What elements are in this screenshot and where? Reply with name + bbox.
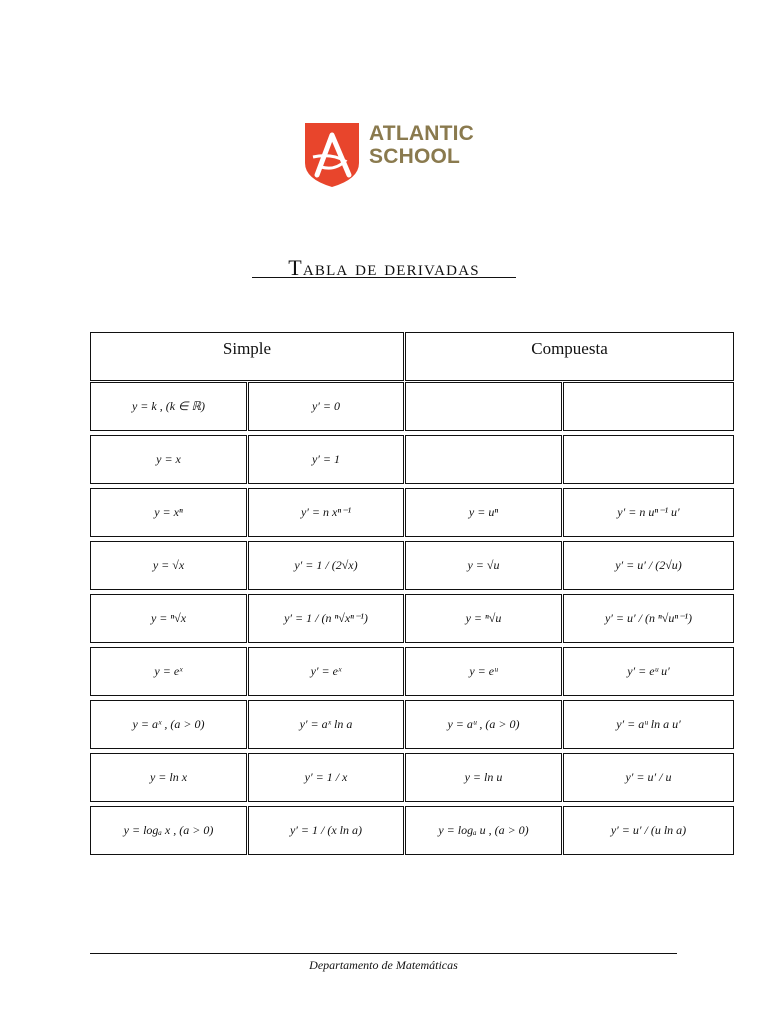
cell-simple-function: y = xⁿ bbox=[90, 488, 247, 537]
cell-simple-function: y = x bbox=[90, 435, 247, 484]
cell-compound-function: y = aᵘ , (a > 0) bbox=[405, 700, 562, 749]
school-logo bbox=[305, 122, 475, 188]
header-simple: Simple bbox=[90, 332, 404, 381]
cell-compound-derivative: y′ = n uⁿ⁻¹ u′ bbox=[563, 488, 734, 537]
table-row bbox=[90, 700, 734, 749]
shield-logo-icon bbox=[305, 123, 359, 187]
title-underline bbox=[252, 277, 516, 278]
table-row bbox=[90, 382, 734, 431]
cell-compound-function bbox=[405, 382, 562, 431]
cell-simple-function: y = ln x bbox=[90, 753, 247, 802]
cell-compound-derivative: y′ = aᵘ ln a u′ bbox=[563, 700, 734, 749]
cell-compound-function: y = logₐ u , (a > 0) bbox=[405, 806, 562, 855]
logo-line-1: ATLANTIC bbox=[369, 122, 475, 145]
cell-compound-derivative bbox=[563, 435, 734, 484]
page-title: Tabla de derivadas bbox=[288, 255, 480, 280]
table-row bbox=[90, 806, 734, 855]
cell-simple-derivative: y′ = aˣ ln a bbox=[248, 700, 404, 749]
cell-simple-derivative: y′ = eˣ bbox=[248, 647, 404, 696]
cell-compound-derivative: y′ = u′ / u bbox=[563, 753, 734, 802]
cell-simple-derivative: y′ = 1 / (n ⁿ√xⁿ⁻¹) bbox=[248, 594, 404, 643]
cell-compound-derivative bbox=[563, 382, 734, 431]
cell-compound-function: y = eᵘ bbox=[405, 647, 562, 696]
cell-simple-derivative: y′ = 1 / (2√x) bbox=[248, 541, 404, 590]
cell-simple-derivative: y′ = 1 bbox=[248, 435, 404, 484]
table-row bbox=[90, 435, 734, 484]
footer-rule bbox=[90, 953, 677, 954]
logo-line-2: SCHOOL bbox=[369, 145, 461, 168]
cell-simple-function: y = √x bbox=[90, 541, 247, 590]
header-compuesta: Compuesta bbox=[405, 332, 734, 381]
cell-compound-function: y = ⁿ√u bbox=[405, 594, 562, 643]
table-row bbox=[90, 647, 734, 696]
cell-compound-derivative: y′ = u′ / (n ⁿ√uⁿ⁻¹) bbox=[563, 594, 734, 643]
cell-simple-function: y = ⁿ√x bbox=[90, 594, 247, 643]
table-row bbox=[90, 541, 734, 590]
cell-simple-derivative: y′ = 1 / x bbox=[248, 753, 404, 802]
cell-simple-function: y = k , (k ∈ ℝ) bbox=[90, 382, 247, 431]
cell-compound-function: y = uⁿ bbox=[405, 488, 562, 537]
cell-compound-derivative: y′ = u′ / (u ln a) bbox=[563, 806, 734, 855]
footer-text: Departamento de Matemáticas bbox=[309, 958, 458, 972]
cell-compound-function bbox=[405, 435, 562, 484]
table-row bbox=[90, 753, 734, 802]
cell-simple-function: y = aˣ , (a > 0) bbox=[90, 700, 247, 749]
cell-compound-function: y = ln u bbox=[405, 753, 562, 802]
cell-compound-derivative: y′ = u′ / (2√u) bbox=[563, 541, 734, 590]
cell-simple-derivative: y′ = 1 / (x ln a) bbox=[248, 806, 404, 855]
logo-wordmark bbox=[369, 122, 474, 168]
table-row bbox=[90, 594, 734, 643]
table-row bbox=[90, 488, 734, 537]
cell-simple-function: y = logₐ x , (a > 0) bbox=[90, 806, 247, 855]
cell-simple-derivative: y′ = n xⁿ⁻¹ bbox=[248, 488, 404, 537]
cell-simple-derivative: y′ = 0 bbox=[248, 382, 404, 431]
cell-compound-function: y = √u bbox=[405, 541, 562, 590]
table-header bbox=[90, 332, 734, 381]
cell-compound-derivative: y′ = eᵘ u′ bbox=[563, 647, 734, 696]
cell-simple-function: y = eˣ bbox=[90, 647, 247, 696]
